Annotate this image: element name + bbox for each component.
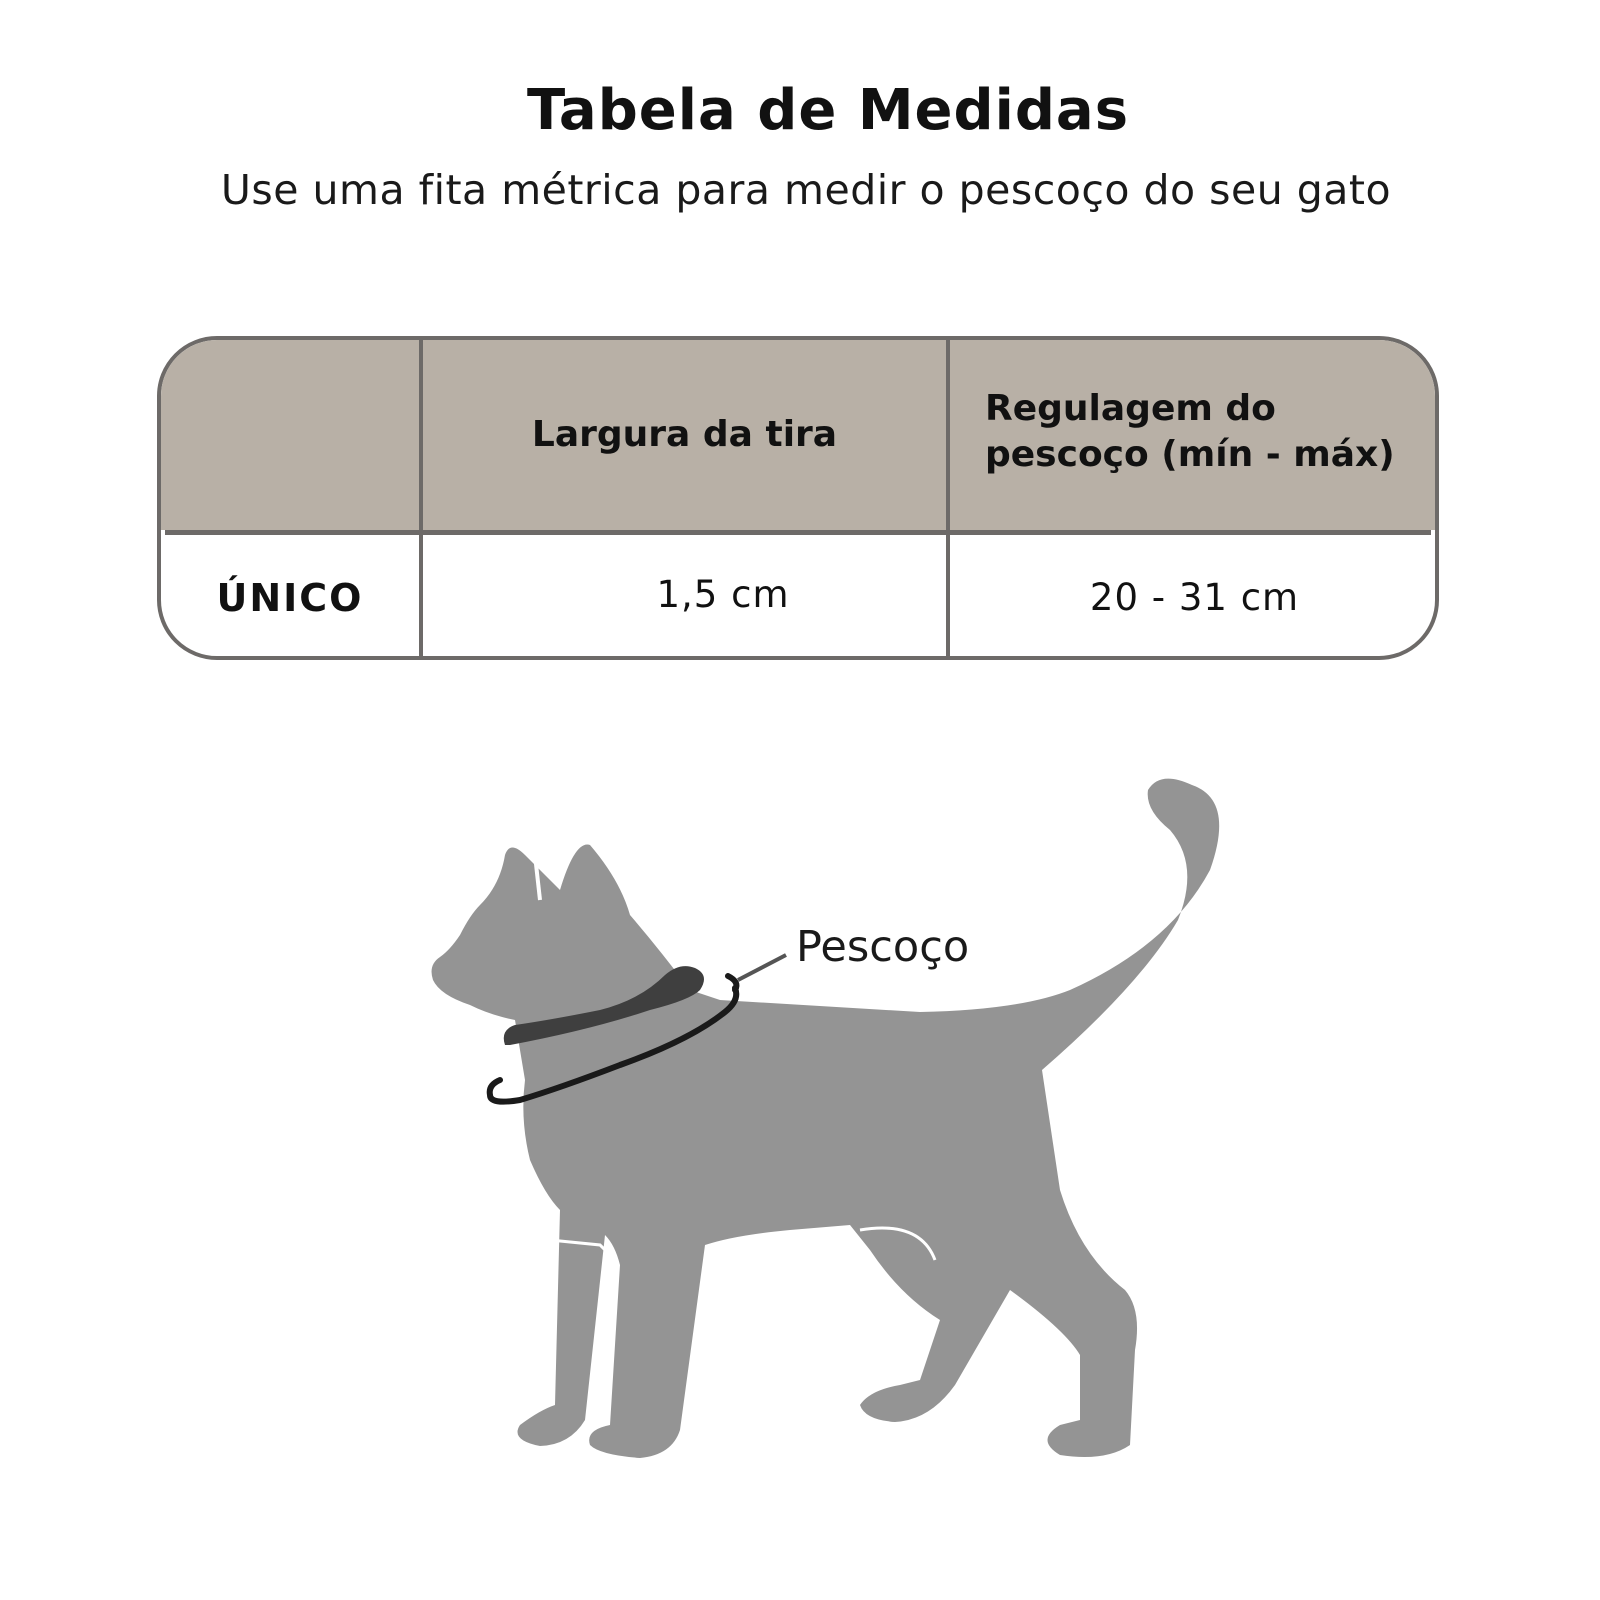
page-subtitle: Use uma fita métrica para medir o pescoço do seu gato xyxy=(220,166,1392,214)
leader-line xyxy=(738,955,786,980)
size-label: ÚNICO xyxy=(216,575,364,620)
neck-label: Pescoço xyxy=(796,922,970,972)
header-line-1: Regulagem do xyxy=(985,388,1276,429)
header-cell-strap-width: Largura da tira xyxy=(531,414,838,455)
cat-silhouette xyxy=(432,779,1220,1458)
header-line-2: pescoço (mín - máx) xyxy=(985,434,1395,475)
page-title: Tabela de Medidas xyxy=(526,78,1130,143)
neck-range-value: 20 - 31 cm xyxy=(1089,576,1300,619)
strap-width-value: 1,5 cm xyxy=(656,573,790,616)
